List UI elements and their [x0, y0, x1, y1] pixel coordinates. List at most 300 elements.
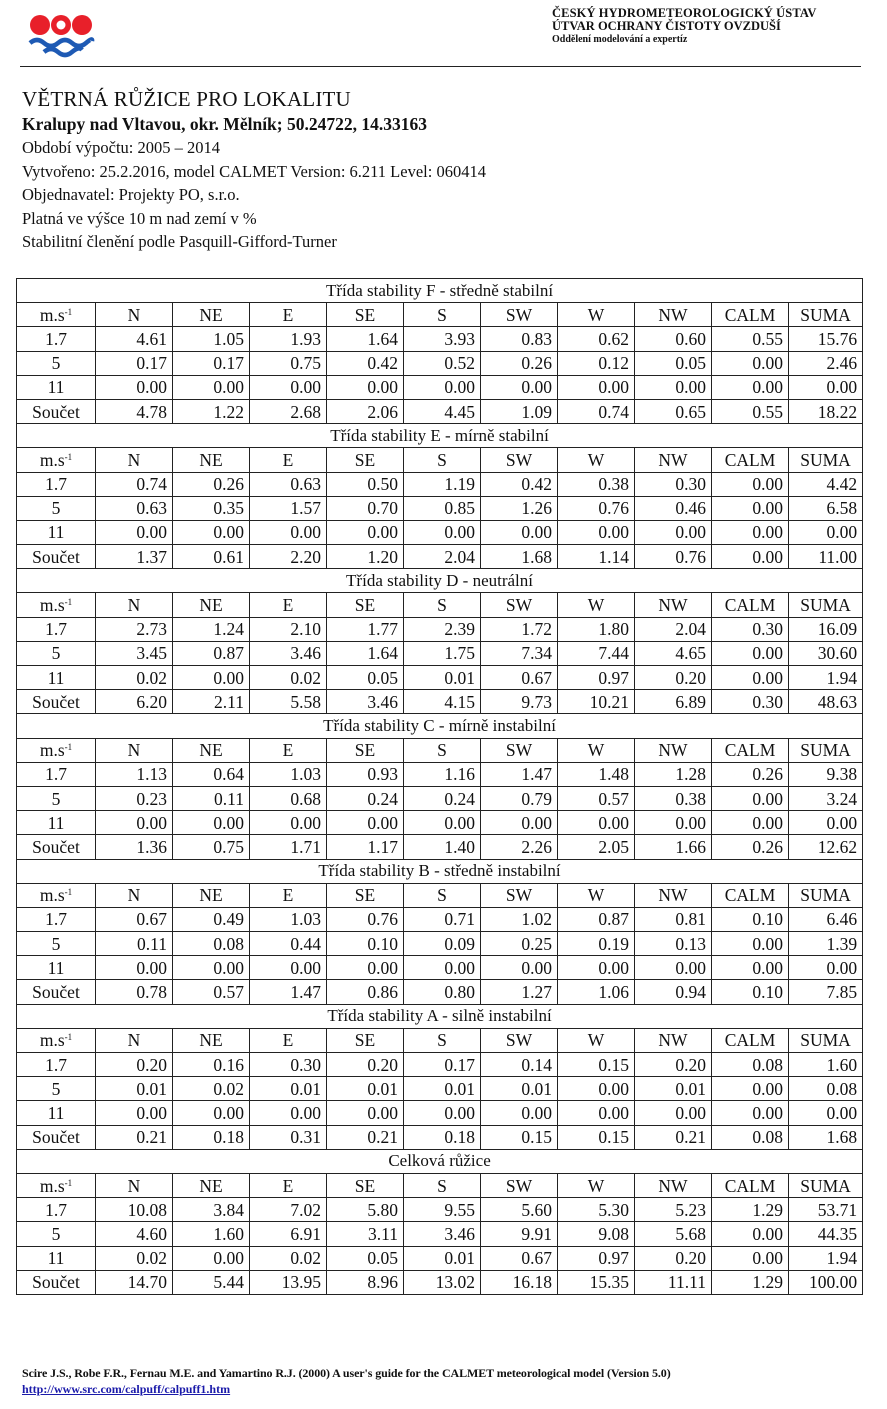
row-label: 5	[17, 496, 96, 520]
table-cell: 0.02	[250, 1246, 327, 1270]
table-cell: 0.55	[712, 327, 789, 351]
column-header: CALM	[712, 1173, 789, 1197]
table-cell: 0.00	[558, 811, 635, 835]
table-cell: 0.71	[404, 907, 481, 931]
table-cell: 1.16	[404, 762, 481, 786]
unit-label: m.s	[39, 449, 65, 470]
table-cell: 0.65	[635, 399, 712, 423]
table-cell: 0.01	[96, 1077, 173, 1101]
table-cell: 0.00	[173, 375, 250, 399]
table-row	[17, 399, 863, 423]
section-title: Třída stability B - středně instabilní	[17, 859, 863, 883]
row-label: 5	[17, 351, 96, 375]
column-header: S	[404, 883, 481, 907]
column-header: SUMA	[789, 1028, 863, 1052]
table-cell: 4.65	[635, 641, 712, 665]
column-header: SE	[327, 448, 404, 472]
table-cell: 0.67	[96, 907, 173, 931]
table-cell: 0.63	[250, 472, 327, 496]
row-label: 11	[17, 520, 96, 544]
column-header: W	[558, 303, 635, 327]
table-cell: 3.46	[250, 641, 327, 665]
table-cell: 1.17	[327, 835, 404, 859]
table-cell: 2.46	[789, 351, 863, 375]
table-cell: 0.75	[173, 835, 250, 859]
section-title-row	[17, 1004, 863, 1028]
row-label: 1.7	[17, 1053, 96, 1077]
table-cell: 0.26	[712, 835, 789, 859]
table-cell: 2.20	[250, 545, 327, 569]
table-cell: 1.02	[481, 907, 558, 931]
chmi-logo-icon	[26, 8, 96, 58]
table-cell: 0.46	[635, 496, 712, 520]
section-title: Celková růžice	[17, 1149, 863, 1173]
column-header: NW	[635, 448, 712, 472]
column-header: W	[558, 1028, 635, 1052]
table-cell: 0.30	[250, 1053, 327, 1077]
column-header: E	[250, 303, 327, 327]
table-cell: 0.20	[635, 1246, 712, 1270]
table-cell: 4.45	[404, 399, 481, 423]
row-label: 5	[17, 641, 96, 665]
table-cell: 0.05	[635, 351, 712, 375]
table-cell: 18.22	[789, 399, 863, 423]
footer	[22, 1365, 671, 1397]
table-cell: 0.00	[96, 956, 173, 980]
table-cell: 1.60	[173, 1222, 250, 1246]
table-cell: 0.00	[712, 375, 789, 399]
table-cell: 2.05	[558, 835, 635, 859]
table-cell: 0.08	[789, 1077, 863, 1101]
table-cell: 1.47	[250, 980, 327, 1004]
table-row	[17, 520, 863, 544]
institution-block	[552, 7, 816, 46]
table-cell: 3.46	[404, 1222, 481, 1246]
table-cell: 1.77	[327, 617, 404, 641]
table-cell: 0.00	[173, 666, 250, 690]
column-header: E	[250, 1173, 327, 1197]
row-label: Součet	[17, 1125, 96, 1149]
unit-header	[17, 593, 96, 617]
table-cell: 0.94	[635, 980, 712, 1004]
table-row	[17, 762, 863, 786]
column-header: N	[96, 1173, 173, 1197]
table-cell: 8.96	[327, 1270, 404, 1294]
table-cell: 9.73	[481, 690, 558, 714]
table-row	[17, 1246, 863, 1270]
reference-text: Scire J.S., Robe F.R., Fernau M.E. and Yamartino R.J. (2000) A user's guide for the CALMET meteorological model (Version 5.0)	[22, 1366, 671, 1380]
table-cell: 6.89	[635, 690, 712, 714]
section-title-row	[17, 279, 863, 303]
table-cell: 5.23	[635, 1198, 712, 1222]
table-cell: 0.00	[250, 811, 327, 835]
table-cell: 0.30	[712, 617, 789, 641]
table-cell: 0.21	[96, 1125, 173, 1149]
table-cell: 0.00	[173, 811, 250, 835]
table-cell: 0.08	[712, 1053, 789, 1077]
column-header: E	[250, 883, 327, 907]
info-block	[22, 86, 486, 254]
table-cell: 0.12	[558, 351, 635, 375]
table-cell: 0.19	[558, 932, 635, 956]
table-cell: 0.00	[558, 1101, 635, 1125]
table-cell: 10.21	[558, 690, 635, 714]
column-header: N	[96, 738, 173, 762]
table-cell: 1.03	[250, 907, 327, 931]
table-cell: 0.24	[404, 786, 481, 810]
table-cell: 0.00	[712, 1077, 789, 1101]
page-header	[0, 0, 887, 70]
row-label: 1.7	[17, 327, 96, 351]
row-label: 5	[17, 1077, 96, 1101]
table-cell: 6.58	[789, 496, 863, 520]
table-cell: 0.15	[558, 1125, 635, 1149]
table-cell: 0.25	[481, 932, 558, 956]
table-cell: 0.00	[404, 956, 481, 980]
table-cell: 0.80	[404, 980, 481, 1004]
table-cell: 0.00	[250, 520, 327, 544]
location-line: Kralupy nad Vltavou, okr. Mělník; 50.24722, 14.33163	[22, 114, 427, 134]
table-cell: 1.68	[481, 545, 558, 569]
table-cell: 2.04	[404, 545, 481, 569]
table-cell: 0.00	[712, 496, 789, 520]
table-cell: 0.20	[327, 1053, 404, 1077]
institution-department: Oddělení modelování a expertíz	[552, 34, 688, 45]
institution-unit: ÚTVAR OCHRANY ČISTOTY OVZDUŠÍ	[552, 19, 781, 33]
table-cell: 2.04	[635, 617, 712, 641]
column-header: CALM	[712, 883, 789, 907]
table-cell: 9.08	[558, 1222, 635, 1246]
table-cell: 5.60	[481, 1198, 558, 1222]
table-cell: 0.00	[635, 1101, 712, 1125]
row-label: Součet	[17, 690, 96, 714]
table-cell: 1.26	[481, 496, 558, 520]
table-cell: 0.18	[173, 1125, 250, 1149]
table-cell: 1.72	[481, 617, 558, 641]
table-cell: 0.83	[481, 327, 558, 351]
table-cell: 0.00	[635, 956, 712, 980]
period-line: Období výpočtu: 2005 – 2014	[22, 138, 220, 157]
table-cell: 0.93	[327, 762, 404, 786]
unit-label: m.s	[39, 1030, 65, 1051]
table-cell: 0.55	[712, 399, 789, 423]
table-cell: 0.01	[404, 666, 481, 690]
column-header: NW	[635, 883, 712, 907]
table-row	[17, 617, 863, 641]
column-header: W	[558, 593, 635, 617]
table-cell: 1.36	[96, 835, 173, 859]
table-cell: 0.00	[712, 520, 789, 544]
column-header: CALM	[712, 1028, 789, 1052]
column-header: CALM	[712, 593, 789, 617]
column-header: W	[558, 738, 635, 762]
table-cell: 0.50	[327, 472, 404, 496]
table-cell: 0.05	[327, 1246, 404, 1270]
table-cell: 1.71	[250, 835, 327, 859]
table-cell: 2.26	[481, 835, 558, 859]
column-header: NW	[635, 303, 712, 327]
table-cell: 0.30	[635, 472, 712, 496]
table-row	[17, 1198, 863, 1222]
table-cell: 2.39	[404, 617, 481, 641]
table-cell: 2.68	[250, 399, 327, 423]
column-header: W	[558, 448, 635, 472]
column-header: CALM	[712, 738, 789, 762]
table-cell: 1.14	[558, 545, 635, 569]
unit-header	[17, 303, 96, 327]
section-title: Třída stability D - neutrální	[17, 569, 863, 593]
row-label: 1.7	[17, 1198, 96, 1222]
table-cell: 3.46	[327, 690, 404, 714]
table-cell: 14.70	[96, 1270, 173, 1294]
table-cell: 0.74	[96, 472, 173, 496]
table-cell: 1.47	[481, 762, 558, 786]
section-title-row	[17, 714, 863, 738]
table-cell: 7.34	[481, 641, 558, 665]
table-row	[17, 641, 863, 665]
table-cell: 0.24	[327, 786, 404, 810]
table-cell: 0.08	[712, 1125, 789, 1149]
section-title-row	[17, 424, 863, 448]
table-cell: 1.68	[789, 1125, 863, 1149]
table-cell: 0.00	[327, 520, 404, 544]
column-header: NE	[173, 1173, 250, 1197]
table-row	[17, 351, 863, 375]
table-cell: 15.76	[789, 327, 863, 351]
unit-header	[17, 1028, 96, 1052]
column-header: SUMA	[789, 738, 863, 762]
column-header-row	[17, 1028, 863, 1052]
column-header: NE	[173, 593, 250, 617]
table-cell: 0.00	[712, 786, 789, 810]
column-header: SE	[327, 593, 404, 617]
table-cell: 12.62	[789, 835, 863, 859]
table-cell: 0.87	[173, 641, 250, 665]
table-row	[17, 1077, 863, 1101]
table-cell: 0.00	[635, 520, 712, 544]
table-cell: 0.00	[635, 375, 712, 399]
column-header: SW	[481, 593, 558, 617]
table-cell: 6.91	[250, 1222, 327, 1246]
header-divider	[20, 66, 861, 67]
table-row	[17, 786, 863, 810]
table-cell: 0.78	[96, 980, 173, 1004]
row-label: Součet	[17, 399, 96, 423]
table-cell: 5.80	[327, 1198, 404, 1222]
table-cell: 1.80	[558, 617, 635, 641]
row-label: 11	[17, 666, 96, 690]
unit-header	[17, 1173, 96, 1197]
column-header: SE	[327, 738, 404, 762]
table-cell: 0.00	[712, 472, 789, 496]
column-header: SUMA	[789, 448, 863, 472]
table-row	[17, 327, 863, 351]
column-header: NE	[173, 883, 250, 907]
table-cell: 0.42	[327, 351, 404, 375]
table-cell: 0.23	[96, 786, 173, 810]
row-label: 1.7	[17, 907, 96, 931]
table-cell: 0.00	[789, 811, 863, 835]
reference-link[interactable]: http://www.src.com/calpuff/calpuff1.htm	[22, 1382, 231, 1396]
table-cell: 0.21	[327, 1125, 404, 1149]
table-row	[17, 1101, 863, 1125]
table-cell: 0.00	[96, 375, 173, 399]
table-cell: 5.30	[558, 1198, 635, 1222]
table-cell: 13.02	[404, 1270, 481, 1294]
table-cell: 1.13	[96, 762, 173, 786]
table-cell: 6.46	[789, 907, 863, 931]
table-cell: 1.39	[789, 932, 863, 956]
unit-label: m.s	[39, 304, 65, 325]
column-header: SUMA	[789, 1173, 863, 1197]
table-cell: 0.38	[635, 786, 712, 810]
table-cell: 0.00	[789, 375, 863, 399]
table-cell: 0.97	[558, 666, 635, 690]
table-cell: 0.17	[173, 351, 250, 375]
unit-label: m.s	[39, 595, 65, 616]
table-row	[17, 1125, 863, 1149]
table-row	[17, 545, 863, 569]
table-cell: 4.78	[96, 399, 173, 423]
table-cell: 16.09	[789, 617, 863, 641]
table-cell: 0.15	[481, 1125, 558, 1149]
table-cell: 5.68	[635, 1222, 712, 1246]
table-cell: 3.84	[173, 1198, 250, 1222]
table-cell: 1.93	[250, 327, 327, 351]
table-cell: 0.00	[404, 520, 481, 544]
table-cell: 0.76	[327, 907, 404, 931]
column-header: S	[404, 738, 481, 762]
table-cell: 0.00	[712, 666, 789, 690]
table-cell: 0.00	[327, 811, 404, 835]
page-title: VĚTRNÁ RŮŽICE PRO LOKALITU	[22, 87, 351, 111]
column-header: N	[96, 593, 173, 617]
column-header: S	[404, 1173, 481, 1197]
wind-rose-table	[16, 278, 863, 1295]
table-cell: 15.35	[558, 1270, 635, 1294]
table-cell: 0.00	[712, 932, 789, 956]
table-cell: 0.00	[481, 956, 558, 980]
table-cell: 1.22	[173, 399, 250, 423]
table-cell: 0.67	[481, 1246, 558, 1270]
table-cell: 0.00	[250, 956, 327, 980]
table-cell: 0.00	[404, 1101, 481, 1125]
table-cell: 0.00	[173, 1246, 250, 1270]
table-row	[17, 1222, 863, 1246]
table-cell: 0.00	[558, 520, 635, 544]
section-title: Třída stability E - mírně stabilní	[17, 424, 863, 448]
table-cell: 4.15	[404, 690, 481, 714]
table-cell: 0.00	[96, 811, 173, 835]
table-cell: 10.08	[96, 1198, 173, 1222]
table-cell: 0.81	[635, 907, 712, 931]
table-cell: 0.57	[558, 786, 635, 810]
table-cell: 53.71	[789, 1198, 863, 1222]
row-label: 11	[17, 375, 96, 399]
section-title: Třída stability A - silně instabilní	[17, 1004, 863, 1028]
table-cell: 0.00	[635, 811, 712, 835]
table-cell: 0.10	[712, 980, 789, 1004]
column-header-row	[17, 448, 863, 472]
column-header: E	[250, 593, 327, 617]
table-cell: 3.11	[327, 1222, 404, 1246]
table-cell: 0.57	[173, 980, 250, 1004]
row-label: 11	[17, 1101, 96, 1125]
row-label: Součet	[17, 980, 96, 1004]
table-cell: 3.24	[789, 786, 863, 810]
column-header: SE	[327, 303, 404, 327]
column-header: NE	[173, 448, 250, 472]
table-cell: 0.76	[558, 496, 635, 520]
table-cell: 0.10	[712, 907, 789, 931]
table-cell: 0.76	[635, 545, 712, 569]
table-cell: 0.00	[173, 1101, 250, 1125]
row-label: 11	[17, 956, 96, 980]
table-cell: 100.00	[789, 1270, 863, 1294]
table-row	[17, 1053, 863, 1077]
table-cell: 0.02	[96, 666, 173, 690]
column-header: NW	[635, 593, 712, 617]
table-cell: 1.37	[96, 545, 173, 569]
table-cell: 0.14	[481, 1053, 558, 1077]
column-header: NE	[173, 303, 250, 327]
table-cell: 0.00	[481, 375, 558, 399]
table-cell: 0.00	[404, 811, 481, 835]
table-cell: 0.11	[96, 932, 173, 956]
table-cell: 0.00	[789, 956, 863, 980]
table-cell: 7.44	[558, 641, 635, 665]
table-cell: 0.85	[404, 496, 481, 520]
table-cell: 0.30	[712, 690, 789, 714]
column-header: NW	[635, 1028, 712, 1052]
table-cell: 5.44	[173, 1270, 250, 1294]
table-cell: 1.29	[712, 1198, 789, 1222]
column-header: S	[404, 448, 481, 472]
table-cell: 0.11	[173, 786, 250, 810]
table-cell: 0.21	[635, 1125, 712, 1149]
institution-name: ČESKÝ HYDROMETEOROLOGICKÝ ÚSTAV	[552, 6, 817, 20]
table-cell: 9.91	[481, 1222, 558, 1246]
table-row	[17, 472, 863, 496]
table-cell: 0.26	[481, 351, 558, 375]
table-cell: 1.19	[404, 472, 481, 496]
table-row	[17, 690, 863, 714]
table-cell: 0.60	[635, 327, 712, 351]
table-cell: 1.75	[404, 641, 481, 665]
table-cell: 0.01	[327, 1077, 404, 1101]
column-header-row	[17, 883, 863, 907]
table-cell: 0.26	[173, 472, 250, 496]
table-cell: 0.79	[481, 786, 558, 810]
section-title: Třída stability C - mírně instabilní	[17, 714, 863, 738]
table-cell: 9.38	[789, 762, 863, 786]
table-cell: 0.00	[789, 520, 863, 544]
unit-exponent: -1	[64, 742, 73, 753]
table-cell: 1.57	[250, 496, 327, 520]
table-cell: 2.06	[327, 399, 404, 423]
section-title-row	[17, 1149, 863, 1173]
table-cell: 0.00	[250, 375, 327, 399]
table-cell: 2.10	[250, 617, 327, 641]
column-header: CALM	[712, 303, 789, 327]
table-cell: 0.20	[635, 666, 712, 690]
table-cell: 7.02	[250, 1198, 327, 1222]
table-cell: 0.35	[173, 496, 250, 520]
table-cell: 0.00	[712, 1246, 789, 1270]
table-row	[17, 375, 863, 399]
table-cell: 44.35	[789, 1222, 863, 1246]
table-cell: 0.00	[96, 1101, 173, 1125]
